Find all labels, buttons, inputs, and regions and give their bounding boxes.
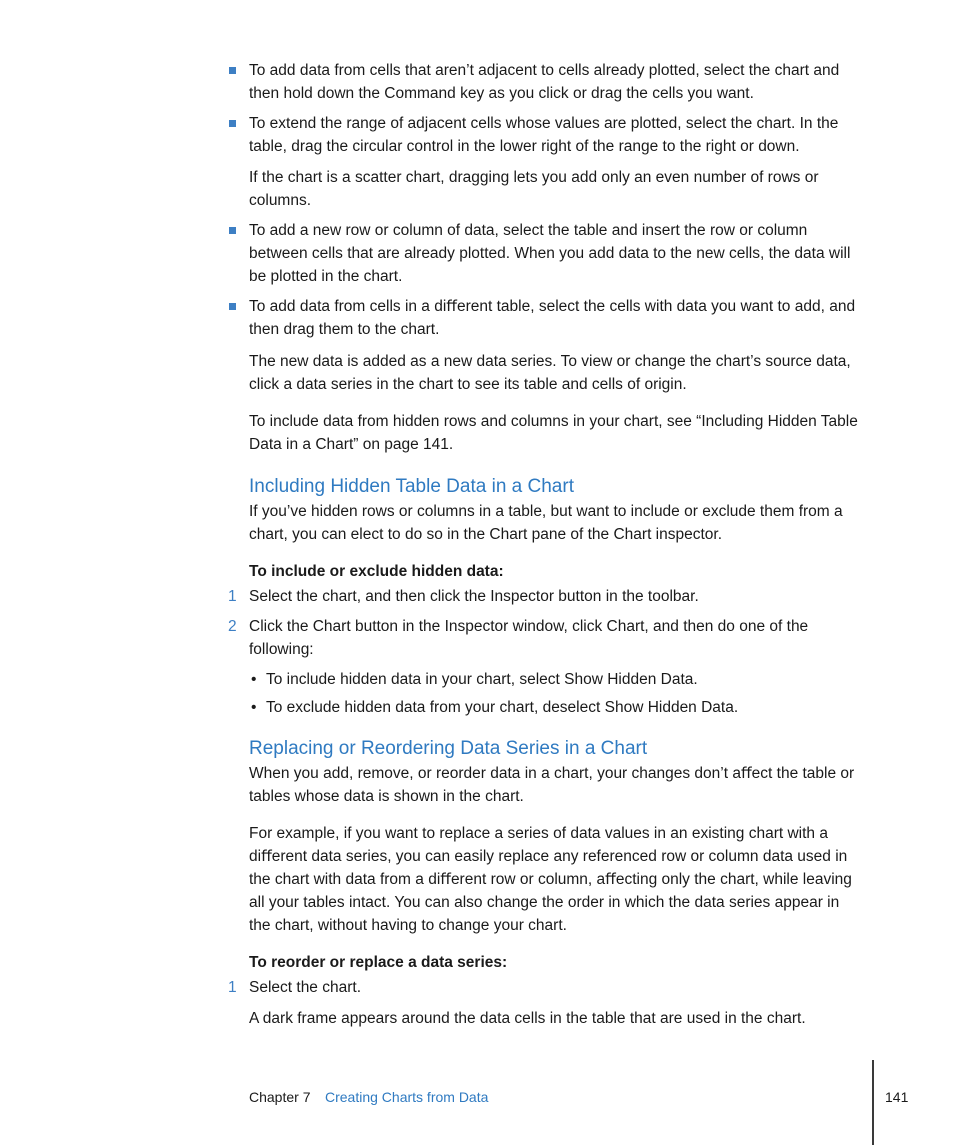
bullet-paragraph: To add data from cells that aren’t adjacent to cells already plotted, select the chart and then hold down the Command key as you click or drag the cells you want. — [249, 62, 840, 102]
scatter-note: If the chart is a scatter chart, dragging lets you add only an even number of rows or columns. — [249, 169, 819, 209]
task-heading: To include or exclude hidden data: — [249, 563, 504, 580]
new-data-note: The new data is added as a new data series. To view or change the chart’s source data, click a data series in the chart to see its table and cells of origin. — [249, 353, 851, 393]
task-heading: To reorder or replace a data series: — [249, 954, 508, 971]
bullet-square-icon — [229, 120, 236, 127]
bullet-square-icon — [229, 303, 236, 310]
example-paragraph: For example, if you want to replace a series of data values in an existing chart with a diﬀerent data series, you can easily replace any referenced row or column data used in the chart with data from a diﬀerent row or column, aﬀecting only the chart, while leaving all your tables intact. You can also change the order in which the data series appear in the chart, without having to change your chart. — [249, 825, 852, 934]
step-number: 2 — [228, 618, 237, 635]
section-intro: When you add, remove, or reorder data in a chart, your changes don’t aﬀect the table or tables whose data is shown in the chart. — [249, 765, 855, 805]
bullet-square-icon — [229, 227, 236, 234]
bullet-paragraph: To add data from cells in a diﬀerent table, select the cells with data you want to add, and then drag them to the chart. — [249, 298, 856, 338]
section-heading-hidden-data: Including Hidden Table Data in a Chart — [249, 476, 574, 497]
bullet-square-icon — [229, 67, 236, 74]
footer-divider — [872, 1060, 874, 1145]
footer-chapter-title: Creating Charts from Data — [325, 1089, 489, 1105]
bullet-paragraph: To add a new row or column of data, select the table and insert the row or column between cells that are already plotted. When you add data to the new cells, the data will be plotted in the chart. — [249, 222, 851, 285]
step-text: Select the chart, and then click the Inspector button in the toolbar. — [249, 588, 699, 605]
sub-bullet-text: To exclude hidden data from your chart, deselect Show Hidden Data. — [266, 699, 739, 716]
step-text: Click the Chart button in the Inspector window, click Chart, and then do one of the following: — [249, 618, 809, 658]
sub-bullet-dot: • — [251, 699, 257, 716]
step-text: Select the chart. — [249, 979, 362, 996]
step-number: 1 — [228, 588, 237, 605]
section-heading-reorder-series: Replacing or Reordering Data Series in a Chart — [249, 738, 648, 759]
section-intro: If you’ve hidden rows or columns in a table, but want to include or exclude them from a chart, you can elect to do so in the Chart pane of the Chart inspector. — [249, 503, 843, 543]
hidden-data-reference: To include data from hidden rows and columns in your chart, see “Including Hidden Table Data in a Chart” on page 141. — [249, 413, 858, 453]
sub-bullet-text: To include hidden data in your chart, select Show Hidden Data. — [266, 671, 698, 688]
sub-bullet-dot: • — [251, 671, 257, 688]
footer-chapter: Chapter 7 — [249, 1089, 311, 1105]
bullet-paragraph: To extend the range of adjacent cells whose values are plotted, select the chart. In the table, drag the circular control in the lower right of the range to the right or down. — [249, 115, 839, 155]
step-number: 1 — [228, 979, 237, 996]
frame-note: A dark frame appears around the data cells in the table that are used in the chart. — [249, 1010, 806, 1027]
page-number: 141 — [885, 1089, 909, 1105]
